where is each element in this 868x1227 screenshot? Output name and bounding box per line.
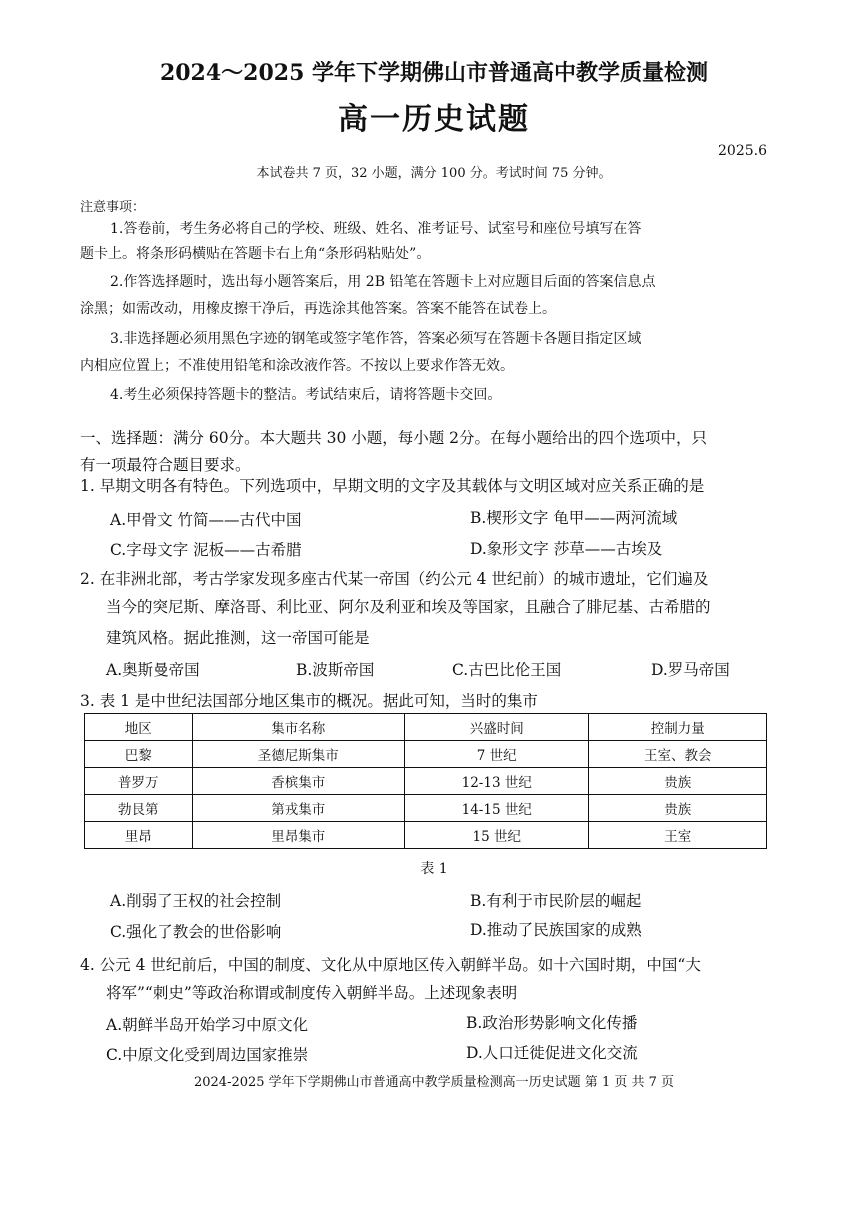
table-cell: 12-13 世纪 [404, 768, 589, 795]
table-cell: 里昂集市 [192, 822, 404, 849]
table-cell: 巴黎 [85, 741, 193, 768]
q2-option-b: B.波斯帝国 [296, 661, 375, 679]
question-2-stem: 2. 在非洲北部，考古学家发现多座古代某一帝国（约公元 4 世纪前）的城市遗址，它们遍及 [80, 570, 709, 588]
table-caption: 表 1 [420, 861, 448, 877]
q2-option-a: A.奥斯曼帝国 [106, 661, 200, 679]
notice-line: 内相应位置上；不准使用铅笔和涂改液作答。不按以上要求作答无效。 [80, 358, 514, 374]
q4-option-a: A.朝鲜半岛开始学习中原文化 [106, 1016, 309, 1034]
table-cell: 第戎集市 [192, 795, 404, 822]
table-header-cell: 地区 [85, 714, 193, 741]
q3-option-c: C.强化了教会的世俗影响 [110, 923, 282, 941]
table-cell: 圣德尼斯集市 [192, 741, 404, 768]
notice-line: 2.作答选择题时，选出每小题答案后，用 2B 铅笔在答题卡上对应题目后面的答案信息点 [110, 274, 656, 290]
notice-line: 1.答卷前，考生务必将自己的学校、班级、姓名、准考证号、试室号和座位号填写在答 [110, 221, 642, 237]
table-cell: 里昂 [85, 822, 193, 849]
table-header-cell: 集市名称 [192, 714, 404, 741]
table-cell: 王室 [589, 822, 767, 849]
exam-title: 2024～2025 学年下学期佛山市普通高中教学质量检测 [159, 60, 709, 86]
notice-line: 题卡上。将条形码横贴在答题卡右上角“条形码粘贴处”。 [80, 246, 431, 262]
q1-option-b: B.楔形文字 龟甲——两河流域 [470, 509, 678, 527]
market-table [84, 713, 767, 849]
q4-option-d: D.人口迁徙促进文化交流 [466, 1044, 638, 1062]
table-cell: 14-15 世纪 [404, 795, 589, 822]
notice-line: 3.非选择题必须用黑色字迹的钢笔或签字笔作答，答案必须写在答题卡各题目指定区域 [110, 331, 642, 347]
q2-option-d: D.罗马帝国 [651, 661, 730, 679]
table-row [85, 795, 767, 822]
table-cell: 7 世纪 [404, 741, 589, 768]
table-cell: 普罗万 [85, 768, 193, 795]
page-footer: 2024-2025 学年下学期佛山市普通高中教学质量检测高一历史试题 第 1 页 共 7 页 [193, 1075, 675, 1090]
q4-option-b: B.政治形势影响文化传播 [466, 1014, 638, 1032]
question-2-stem: 建筑风格。据此推测，这一帝国可能是 [106, 629, 370, 647]
q1-option-d: D.象形文字 莎草——古埃及 [470, 540, 663, 558]
q3-option-b: B.有利于市民阶层的崛起 [470, 892, 642, 910]
q4-option-c: C.中原文化受到周边国家推崇 [106, 1046, 309, 1064]
table-cell: 香槟集市 [192, 768, 404, 795]
table-cell: 王室、教会 [589, 741, 767, 768]
table-header-cell: 控制力量 [589, 714, 767, 741]
table-row [85, 741, 767, 768]
table-header-row [85, 714, 767, 741]
q3-option-d: D.推动了民族国家的成熟 [470, 921, 642, 939]
notice-line: 涂黑；如需改动，用橡皮擦干净后，再选涂其他答案。答案不能答在试卷上。 [80, 301, 556, 317]
q2-option-c: C.古巴比伦王国 [452, 661, 562, 679]
exam-info: 本试卷共 7 页，32 小题，满分 100 分。考试时间 75 分钟。 [256, 166, 612, 181]
question-4-stem: 将军”“刺史”等政治称谓或制度传入朝鲜半岛。上述现象表明 [106, 984, 518, 1002]
table-cell: 贵族 [589, 768, 767, 795]
table-cell: 15 世纪 [404, 822, 589, 849]
question-4-stem: 4. 公元 4 世纪前后，中国的制度、文化从中原地区传入朝鲜半岛。如十六国时期，中国“大 [80, 956, 701, 974]
exam-subtitle: 高一历史试题 [338, 102, 530, 137]
question-1-stem: 1. 早期文明各有特色。下列选项中，早期文明的文字及其载体与文明区域对应关系正确的是 [80, 477, 705, 495]
exam-date: 2025.6 [718, 143, 767, 159]
notice-title: 注意事项： [80, 200, 146, 215]
q3-option-a: A.削弱了王权的社会控制 [110, 892, 282, 910]
section-heading: 有一项最符合题目要求。 [80, 456, 251, 474]
table-cell: 勃艮第 [85, 795, 193, 822]
q1-option-a: A.甲骨文 竹简——古代中国 [110, 511, 302, 529]
question-3-stem: 3. 表 1 是中世纪法国部分地区集市的概况。据此可知，当时的集市 [80, 692, 538, 710]
table-cell: 贵族 [589, 795, 767, 822]
table-row [85, 768, 767, 795]
q1-option-c: C.字母文字 泥板——古希腊 [110, 541, 302, 559]
question-2-stem: 当今的突尼斯、摩洛哥、利比亚、阿尔及利亚和埃及等国家，且融合了腓尼基、古希腊的 [106, 598, 711, 616]
table-row [85, 822, 767, 849]
section-heading: 一、选择题：满分 60分。本大题共 30 小题，每小题 2分。在每小题给出的四个选项中，只 [80, 429, 708, 447]
table-header-cell: 兴盛时间 [404, 714, 589, 741]
notice-line: 4.考生必须保持答题卡的整洁。考试结束后，请将答题卡交回。 [110, 387, 502, 403]
